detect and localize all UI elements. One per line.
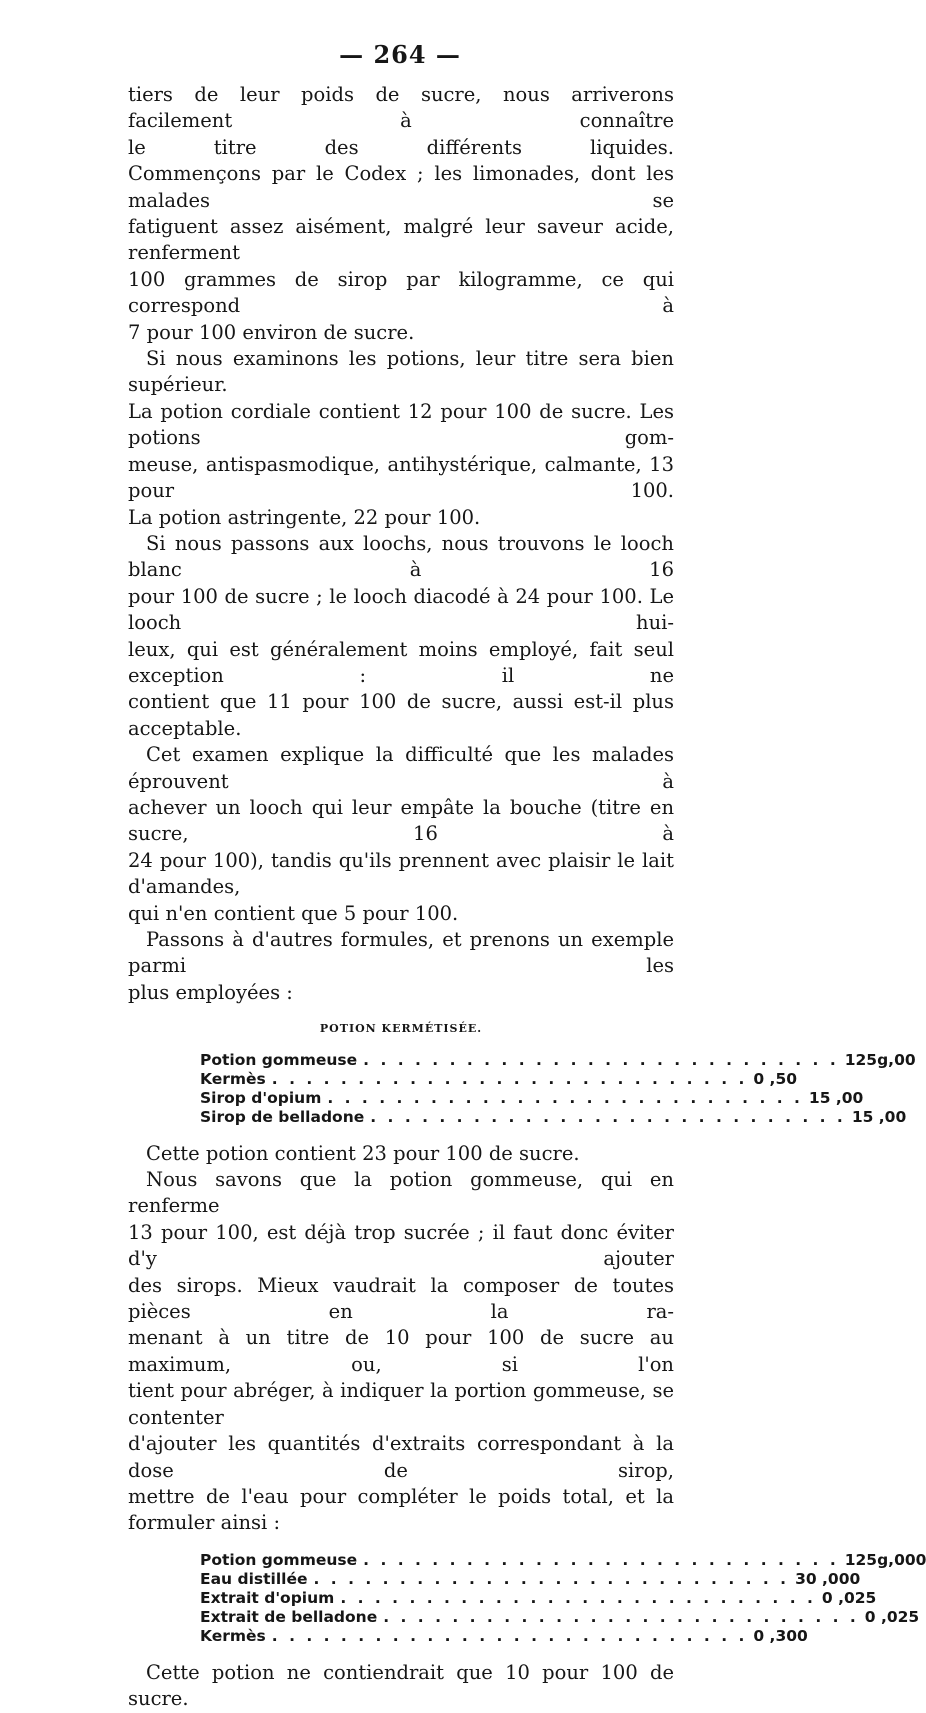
paragraph (128, 1141, 674, 1167)
formula-kermetisee (128, 1016, 916, 1126)
formula-row (200, 1588, 877, 1608)
text-line: Commençons par le Codex ; les limonades, dont les malades se (128, 162, 674, 212)
text-line: menant à un titre de 10 pour 100 de sucre au maximum, ou, si l'on (128, 1326, 674, 1376)
text-line: contient que 11 pour 100 de sucre, aussi est-il plus acceptable. (128, 690, 674, 740)
formula-row (200, 1550, 926, 1570)
text-line: d'ajouter les quantités d'extraits correspondant à la dose de sirop, (128, 1432, 674, 1482)
ingredient-name: Potion gommeuse (200, 1550, 358, 1569)
formula-rows (200, 1050, 916, 1127)
ingredient-quantity: 15 ,00 (851, 1107, 907, 1126)
text-line: La potion cordiale contient 12 pour 100 de sucre. Les potions gom- (128, 399, 674, 450)
text-line: leux, qui est généralement moins employé, fait seul exception : il ne (128, 637, 674, 687)
text-line: tient pour abréger, à indiquer la portion gommeuse, se contenter (128, 1379, 674, 1429)
formula-row (200, 1107, 907, 1127)
text-line: Si nous passons aux loochs, nous trouvons le looch blanc à 16 (128, 531, 674, 582)
text-line: le titre des différents liquides. (128, 135, 674, 159)
ingredient-quantity: 125g,000 (844, 1550, 926, 1569)
text-line: meuse, antispasmodique, antihystérique, calmante, 13 pour 100. (128, 452, 674, 503)
ingredient-name: Sirop de belladone (200, 1107, 365, 1126)
text-line: Cette potion contient 23 pour 100 de sucre. (146, 1141, 580, 1165)
ingredient-name: Eau distillée (200, 1569, 308, 1588)
text-line: Passons à d'autres formules, et prenons un exemple parmi les (128, 928, 674, 978)
ingredient-name: Kermès (200, 1626, 266, 1645)
formula-row (200, 1607, 920, 1627)
formula-row (200, 1050, 916, 1070)
formula-row (200, 1626, 808, 1646)
ingredient-name: Extrait de belladone (200, 1607, 378, 1626)
ingredient-quantity: 0 ,50 (753, 1069, 798, 1088)
closing-paragraph: Cette potion ne contiendrait que 10 pour 100 de sucre. (128, 1660, 674, 1711)
paragraph (128, 927, 674, 1006)
formula-rows (200, 1550, 926, 1646)
text-line: tiers de leur poids de sucre, nous arriverons facilement à connaître (128, 83, 674, 133)
leader-dots: . . . . . . . . . . . . . . . . . . . . . . . . . . . . (313, 1569, 790, 1588)
ingredient-name: Sirop d'opium (200, 1088, 322, 1107)
text-block-2 (128, 1141, 674, 1537)
page-body (128, 82, 926, 1713)
ingredient-quantity: 0 ,025 (821, 1588, 877, 1607)
leader-dots: . . . . . . . . . . . . . . . . . . . . . . . . . . . . (370, 1107, 846, 1126)
text-line: achever un looch qui leur empâte la bouche (titre en sucre, 16 à (128, 795, 674, 846)
text-line: mettre de l'eau pour compléter le poids total, et la formuler ainsi : (128, 1484, 674, 1535)
paragraph (128, 531, 674, 742)
formula-row (200, 1569, 861, 1589)
text-line: 7 pour 100 environ de sucre. (128, 320, 415, 344)
text-line: La potion astringente, 22 pour 100. (128, 505, 481, 529)
leader-dots: . . . . . . . . . . . . . . . . . . . . . . . . . . . . (363, 1050, 839, 1069)
text-line: qui n'en contient que 5 pour 100. (128, 901, 459, 925)
text-line: 100 grammes de sirop par kilogramme, ce qui correspond à (128, 267, 674, 318)
formula-row (200, 1069, 798, 1089)
ingredient-quantity: 15 ,00 (808, 1088, 864, 1107)
ingredient-quantity: 30 ,000 (795, 1569, 861, 1588)
ingredient-name: Kermès (200, 1069, 266, 1088)
formula-row (200, 1088, 864, 1108)
text-block-1 (128, 82, 674, 1006)
formula-modified (128, 1550, 926, 1646)
page-number: — 264 — (339, 40, 461, 69)
leader-dots: . . . . . . . . . . . . . . . . . . . . . . . . . . . . (271, 1069, 748, 1088)
text-line: Nous savons que la potion gommeuse, qui en renferme (128, 1168, 674, 1218)
paragraph (128, 346, 674, 531)
text-line: des sirops. Mieux vaudrait la composer de toutes pièces en la ra- (128, 1273, 674, 1324)
formula-title: POTION KERMÉTISÉE. (319, 1022, 483, 1036)
text-line: Si nous examinons les potions, leur titre sera bien supérieur. (128, 347, 674, 397)
paragraph (128, 742, 674, 927)
leader-dots: . . . . . . . . . . . . . . . . . . . . . . . . . . . . (271, 1626, 748, 1645)
leader-dots: . . . . . . . . . . . . . . . . . . . . . . . . . . . . (340, 1588, 816, 1607)
leader-dots: . . . . . . . . . . . . . . . . . . . . . . . . . . . . (327, 1088, 803, 1107)
leader-dots: . . . . . . . . . . . . . . . . . . . . . . . . . . . . (383, 1607, 859, 1626)
text-line: fatiguent assez aisément, malgré leur saveur acide, renferment (128, 215, 674, 265)
text-line: 24 pour 100), tandis qu'ils prennent avec plaisir le lait d'amandes, (128, 848, 674, 899)
paragraph (128, 1167, 674, 1537)
paragraph (128, 82, 674, 346)
text-line: plus employées : (128, 980, 293, 1004)
text-line: pour 100 de sucre ; le looch diacodé à 24 pour 100. Le looch hui- (128, 584, 674, 635)
ingredient-name: Potion gommeuse (200, 1050, 358, 1069)
ingredient-quantity: 0 ,300 (753, 1626, 808, 1645)
ingredient-quantity: 125g,00 (844, 1050, 916, 1069)
text-line: Cet examen explique la difficulté que les malades éprouvent à (128, 743, 674, 793)
leader-dots: . . . . . . . . . . . . . . . . . . . . . . . . . . . . (363, 1550, 839, 1569)
ingredient-name: Extrait d'opium (200, 1588, 335, 1607)
ingredient-quantity: 0 ,025 (864, 1607, 920, 1626)
text-line: 13 pour 100, est déjà trop sucrée ; il faut donc éviter d'y ajouter (128, 1220, 674, 1271)
